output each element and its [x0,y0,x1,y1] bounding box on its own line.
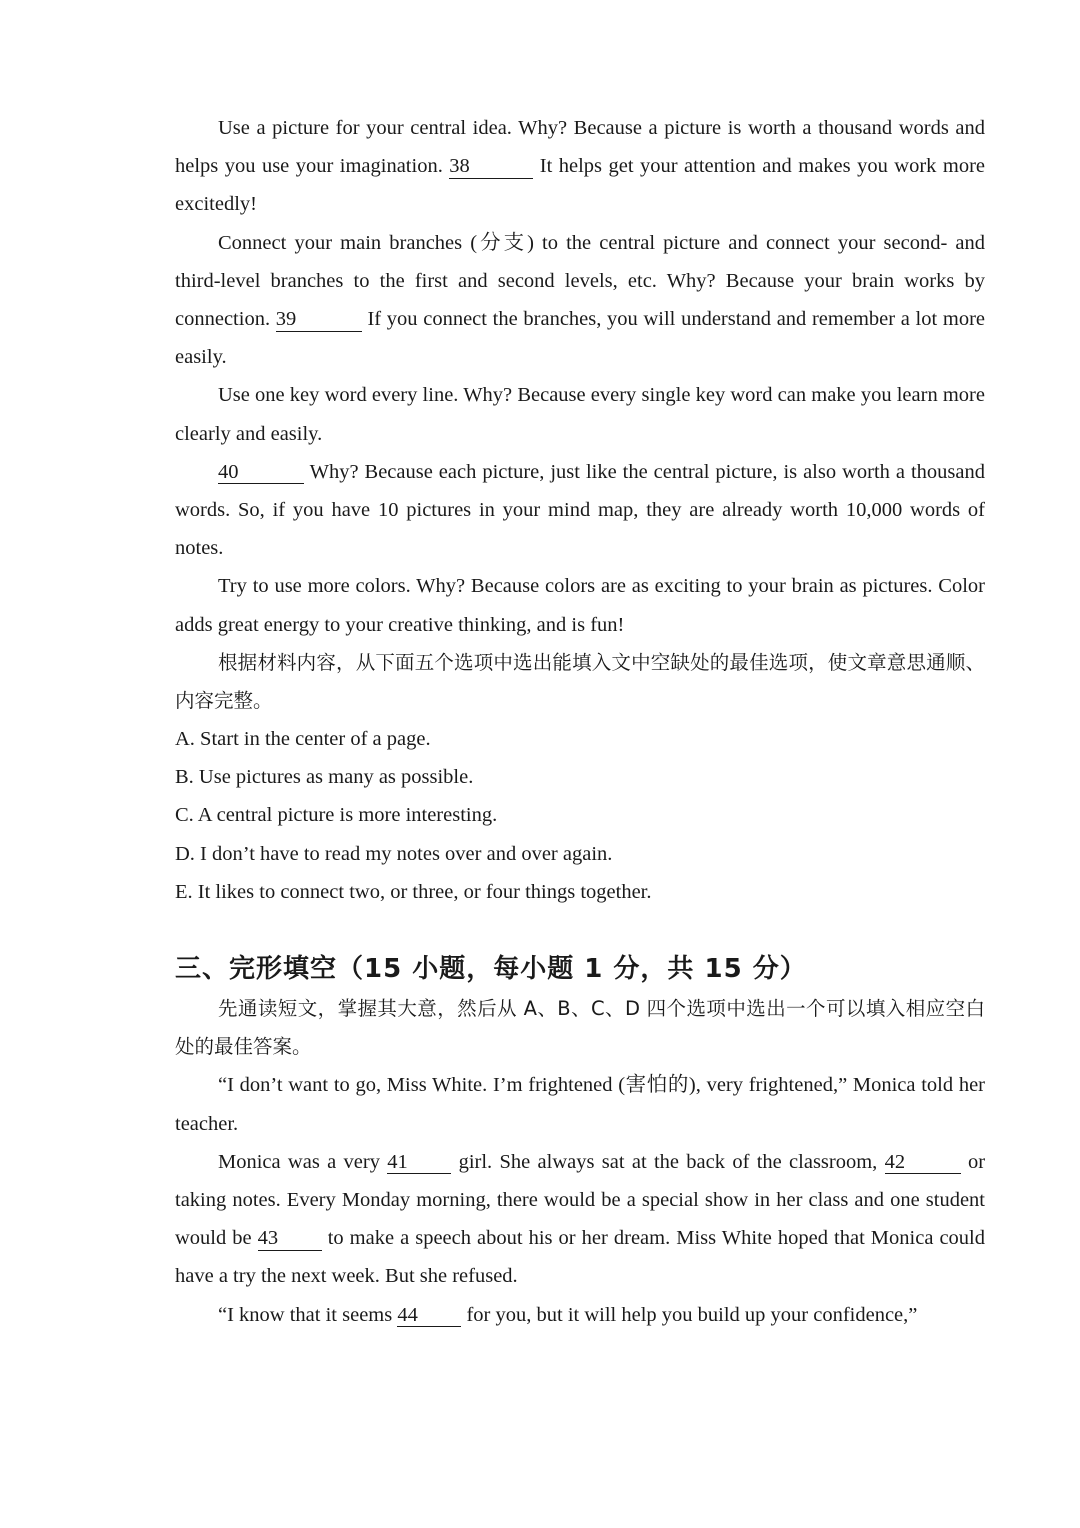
blank-43: 43 [258,1227,322,1251]
blank-41: 41 [387,1151,451,1175]
paragraph-branches [175,224,985,377]
option-d: D. I don’t have to read my notes over and over again. [175,842,613,865]
cloze-paragraph-1: “I don’t want to go, Miss White. I’m frightened (害怕的), very frightened,” Monica told her teacher. [175,1074,985,1135]
cloze-paragraph-2 [175,1143,985,1296]
option-e: E. It likes to connect two, or three, or four things together. [175,880,652,903]
paragraph-text: Use a picture for your central idea. Why? Because a picture is worth a thousand words and helps you use your imagination. [175,117,985,178]
paragraph-text: for you, but it will help you build up your confidence,” [466,1303,918,1326]
section-title: 三、完形填空（15 小题，每小题 1 分，共 15 分） [175,954,807,984]
paragraph-text: or taking notes. Every Monday morning, there would be a special show in her class and one student would be [175,1150,986,1250]
options-list [175,720,985,911]
paragraph-text: It helps get your attention and makes you work more excitedly! [175,155,986,216]
paragraph-text: If you connect the branches, you will understand and remember a lot more easily. [175,308,985,369]
blank-44: 44 [397,1304,461,1328]
paragraph-colors: Try to use more colors. Why? Because colors are as exciting to your brain as pictures. Color adds great energy to your creative thinking, and is fun! [175,575,985,636]
cloze-paragraph-3 [175,1296,985,1334]
blank-38: 38 [449,155,533,179]
blank-39: 39 [276,308,362,332]
cloze-instruction: 先通读短文，掌握其大意，然后从 A、B、C、D 四个选项中选出一个可以填入相应空白处的最佳答案。 [175,997,985,1059]
cloze-passage [175,990,985,1334]
paragraph-pictures [175,453,985,568]
paragraph-text: girl. She always sat at the back of the classroom, [458,1150,878,1173]
paragraph-text: Monica was a very [218,1150,380,1173]
option-a: A. Start in the center of a page. [175,728,431,750]
paragraph-text: Connect your main branches (分支) to the central picture and connect your second- and third-level branches to the first and second levels, etc. Why? Because your brain works by connection. [175,231,985,331]
paragraph-text: to make a speech about his or her dream. Miss White hoped that Monica could have a try the next week. But she refused. [175,1227,985,1288]
option-c: C. A central picture is more interesting. [175,804,498,827]
paragraph-central-picture [175,109,985,224]
blank-40: 40 [218,461,304,485]
paragraph-text: Why? Because each picture, just like the central picture, is also worth a thousand words. So, if you have 10 pictures in your mind map, they are already worth 10,000 words of notes. [175,460,985,560]
paragraph-text: “I know that it seems [218,1303,393,1326]
task-instruction: 根据材料内容，从下面五个选项中选出能填入文中空缺处的最佳选项，使文章意思通顺、内容完整。 [175,650,985,713]
reading-passage [175,109,985,720]
paragraph-key-word: Use one key word every line. Why? Because every single key word can make you learn more clearly and easily. [175,384,985,445]
blank-42: 42 [885,1151,961,1175]
option-b: B. Use pictures as many as possible. [175,766,474,789]
